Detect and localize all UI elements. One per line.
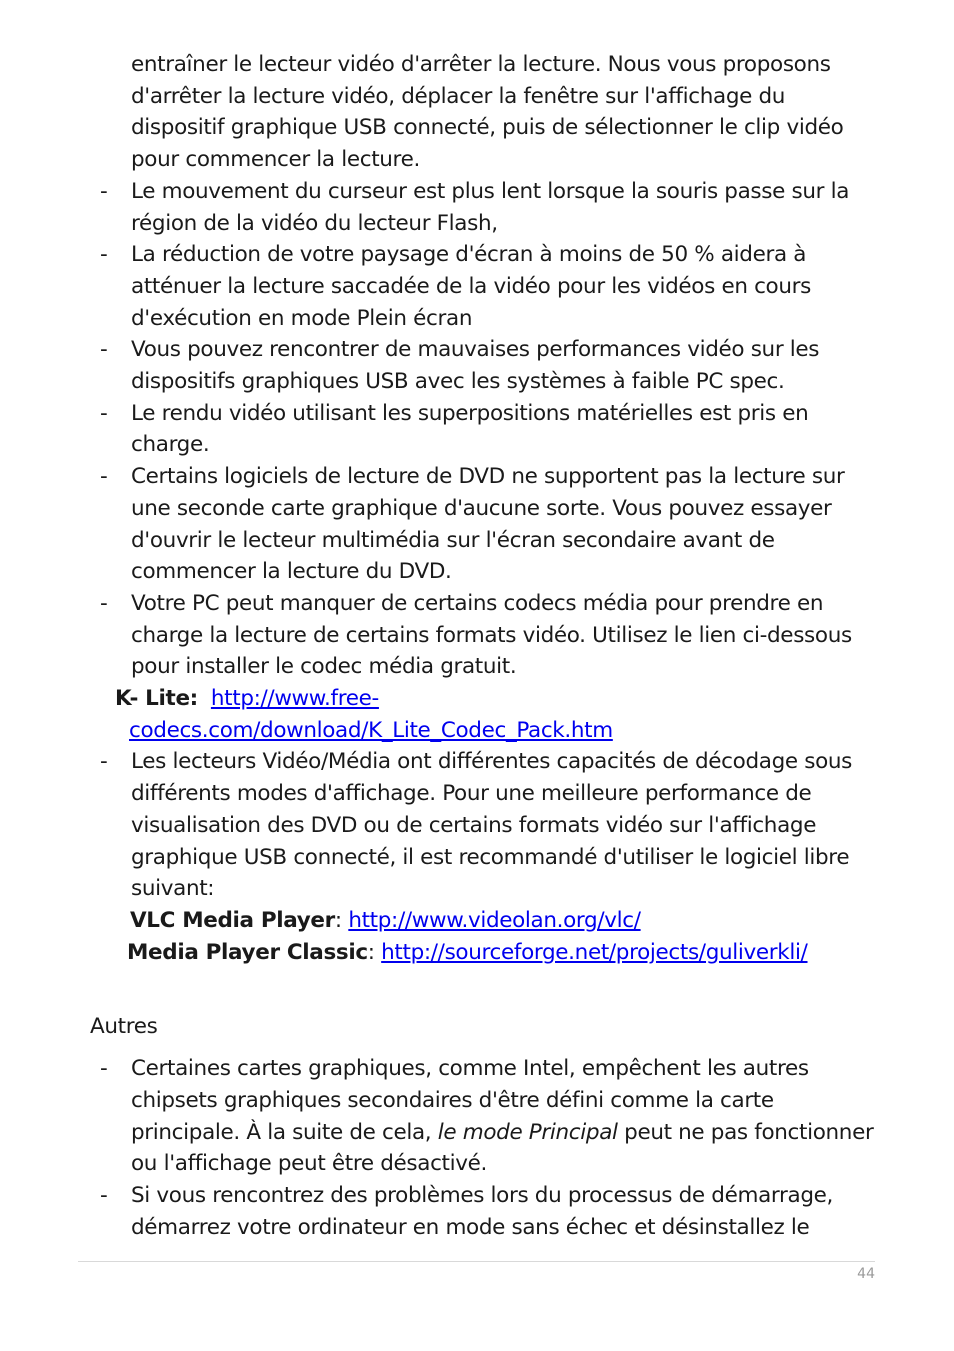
list-item-text: Les lecteurs Vidéo/Média ont différentes capacités de décodage sous différents modes d'affichage. Pour une meilleure performance de visualisation des DVD ou de certains formats vidéo sur l'affichage graphique USB connecté, il est recommandé d'utiliser le logiciel libre suivant: (131, 749, 853, 902)
page-content (90, 49, 880, 1243)
bullet-dash: - (100, 1182, 108, 1208)
bullet-dash: - (100, 337, 108, 363)
section-heading-autres: Autres (90, 1014, 158, 1040)
italic-segment: le mode Principal (437, 1119, 618, 1145)
klite-line (100, 683, 880, 715)
list-item (100, 239, 880, 334)
bullet-dash: - (100, 178, 108, 204)
list-item (100, 746, 880, 905)
list-item (100, 334, 880, 397)
list-item-text: Certains logiciels de lecture de DVD ne supportent pas la lecture sur une seconde carte graphique d'aucune sorte. Vous pouvez essayer d'ouvrir le lecteur multimédia sur l'écran secondaire avant de commencer la lecture du DVD. (131, 464, 845, 585)
list-item-text (131, 1056, 873, 1176)
vlc-link[interactable]: http://www.videolan.org/vlc/ (348, 907, 641, 933)
list-item-text: Votre PC peut manquer de certains codecs média pour prendre en charge la lecture de certains formats vidéo. Utilisez le lien ci-dessous pour installer le codec média gratuit. (131, 590, 852, 680)
footer-divider (78, 1261, 875, 1262)
klite-link[interactable]: http://www.free- (210, 686, 379, 712)
text-segment: Certaines cartes graphiques, comme Intel, empêchent les autres chipsets graphiques secondaires d'être défini comme la carte principale. À la suite de cela, (131, 1056, 809, 1145)
list-item-text: Vous pouvez rencontrer de mauvaises performances vidéo sur les dispositifs graphiques USB avec les systèmes à faible PC spec. (131, 337, 820, 395)
klite-label: K- Lite: (115, 686, 198, 712)
mpc-separator: : (367, 939, 382, 965)
text-segment: peut ne pas fonctionner ou l'affichage peut être désactivé. (131, 1119, 874, 1177)
vlc-line (100, 905, 880, 937)
list-item-text: Le rendu vidéo utilisant les superpositions matérielles est pris en charge. (131, 400, 809, 458)
list-item (100, 1053, 880, 1180)
intro-continuation: entraîner le lecteur vidéo d'arrêter la lecture. Nous vous proposons d'arrêter la lecture vidéo, déplacer la fenêtre sur l'affichage du dispositif graphique USB connecté, puis de sélectionner le clip vidéo pour commencer la lecture. (131, 52, 844, 173)
bullet-dash: - (100, 749, 108, 775)
list-item (100, 398, 880, 461)
vlc-label: VLC Media Player (130, 907, 335, 933)
list-item (100, 1180, 880, 1243)
list-item-text: La réduction de votre paysage d'écran à moins de 50 % aidera à atténuer la lecture saccadée de la vidéo pour les vidéos en cours d'exécution en mode Plein écran (131, 242, 811, 331)
list-item-text: Si vous rencontrez des problèmes lors du processus de démarrage, démarrez votre ordinateur en mode sans échec et désinstallez le (131, 1182, 833, 1240)
bullet-dash: - (100, 1056, 108, 1082)
bullet-dash: - (100, 242, 108, 268)
mpc-line (100, 937, 880, 969)
list-item (100, 588, 880, 683)
klite-link-part2[interactable]: codecs.com/download/K_Lite_Codec_Pack.htm (129, 717, 613, 743)
mpc-label: Media Player Classic (127, 939, 368, 965)
other-list (100, 1053, 880, 1243)
bullet-dash: - (100, 464, 108, 490)
page-number: 44 (857, 1266, 875, 1282)
bullet-dash: - (100, 590, 108, 616)
list-item (100, 461, 880, 588)
bullet-dash: - (100, 400, 108, 426)
vlc-separator: : (334, 907, 349, 933)
list-item (100, 176, 880, 239)
klite-link-continued (100, 715, 880, 747)
list-item-text: Le mouvement du curseur est plus lent lorsque la souris passe sur la région de la vidéo du lecteur Flash, (131, 178, 850, 236)
mpc-link[interactable]: http://sourceforge.net/projects/guliverkli/ (381, 939, 808, 965)
